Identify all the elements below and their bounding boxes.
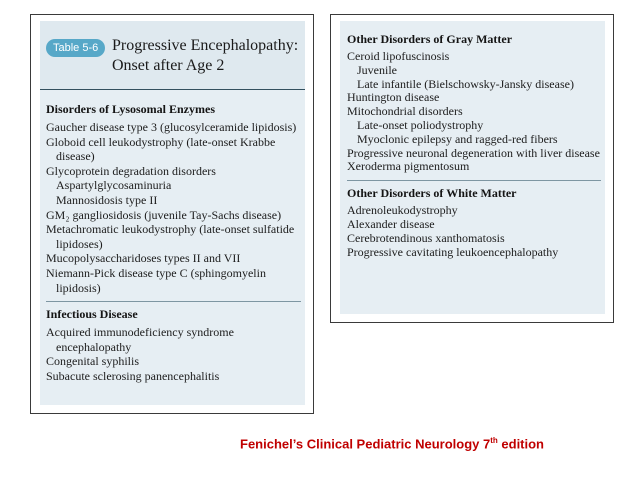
list-item: Metachromatic leukodystrophy (late-onset sulfatide lipidoses) (46, 222, 295, 251)
list-item: Ceroid lipofuscinosis (347, 49, 450, 63)
list-item: Adrenoleukodystrophy (347, 203, 458, 218)
right-sections (347, 31, 601, 265)
list-item: Late-onset poliodystrophy (357, 117, 484, 132)
list-item: Progressive neuronal degeneration with liver disease (347, 145, 600, 160)
list-item: Glycoprotein degradation disorders (46, 163, 216, 178)
section-divider (46, 301, 301, 302)
list-item: Mucopolysaccharidoses types II and VII (46, 251, 241, 266)
table-number-badge: Table 5-6 (46, 39, 105, 57)
list-item: Progressive cavitating leukoencephalopathy (347, 244, 559, 259)
list-item: Juvenile (357, 62, 397, 77)
list-item: Niemann-Pick disease type C (sphingomyelin lipidosis) (46, 265, 266, 295)
list-item: Alexander disease (347, 216, 435, 231)
list-item: Myoclonic epilepsy and ragged-red fibers (357, 131, 558, 146)
list-item: Mannosidosis type II (56, 192, 158, 207)
section-heading: Other Disorders of White Matter (347, 186, 517, 201)
table-panel-right (330, 14, 614, 323)
section-list (347, 50, 601, 174)
section-list (347, 204, 601, 259)
section-heading: Disorders of Lysosomal Enzymes (46, 102, 215, 116)
section-list (46, 120, 301, 295)
citation-superscript: th (490, 436, 498, 445)
list-item: Huntington disease (347, 90, 440, 105)
citation-text: Fenichel’s Clinical Pediatric Neurology 7 (240, 436, 491, 452)
list-item: Congenital syphilis (46, 354, 139, 369)
table-body-left (40, 21, 305, 405)
source-citation (240, 436, 544, 451)
section-list (46, 325, 301, 383)
section-divider (347, 180, 601, 181)
list-item: Acquired immunodeficiency syndrome encephalopathy (46, 325, 234, 354)
left-sections (46, 101, 301, 390)
list-item: Subacute sclerosing panencephalitis (46, 368, 220, 383)
table-body-right (340, 21, 605, 314)
list-item: Gaucher disease type 3 (glucosylceramide lipidosis) (46, 120, 297, 134)
citation-suffix: edition (497, 436, 544, 452)
list-item: Cerebrotendinous xanthomatosis (347, 230, 505, 245)
list-item: Xeroderma pigmentosum (347, 159, 470, 174)
section-heading: Infectious Disease (46, 307, 138, 322)
list-item: Globoid cell leukodystrophy (late-onset Krabbe disease) (46, 134, 276, 164)
table-header (40, 21, 305, 90)
list-item: Aspartylglycosaminuria (56, 178, 172, 193)
section-heading: Other Disorders of Gray Matter (347, 32, 513, 46)
table-title: Progressive Encephalopathy: Onset after Age 2 (112, 37, 299, 74)
list-item: Late infantile (Bielschowsky-Jansky disease) (357, 76, 574, 91)
table-panel-left (30, 14, 314, 414)
list-item: GM₂ gangliosidosis (juvenile Tay-Sachs disease) (46, 207, 282, 222)
list-item: Mitochondrial disorders (347, 104, 463, 119)
